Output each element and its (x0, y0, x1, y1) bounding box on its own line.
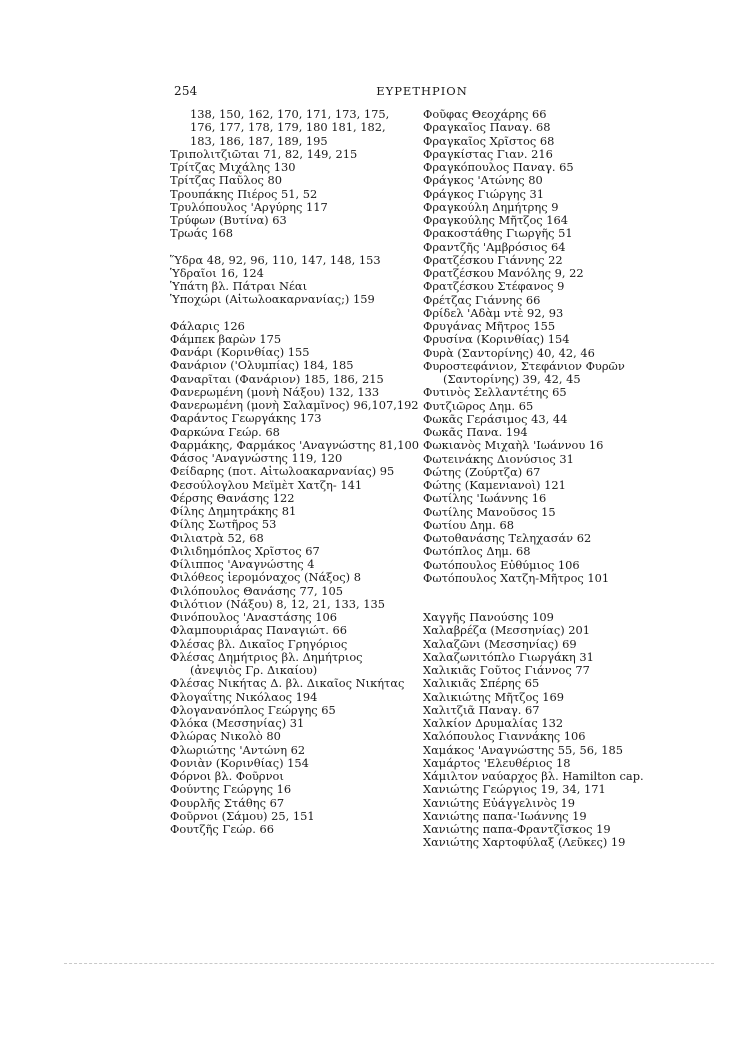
index-entry: Ὑποχώρι (Αἰτωλοακαρνανίας;) 159 (170, 292, 375, 307)
index-entry: Φείδαρης (ποτ. Αἰτωλοακαρνανίας) 95 (170, 464, 395, 479)
index-entry: Φραγκαῖος Παναγ. 68 (423, 120, 551, 135)
index-entry: Φωτεινάκης Διονύσιος 31 (423, 451, 574, 466)
index-entry: Φωτόπουλος Χατζη-Μῆτρος 101 (423, 570, 610, 585)
index-entry: Τρωάς 168 (170, 226, 234, 241)
index-entry: Φωκιανὸς Μιχαὴλ 'Ιωάννου 16 (423, 438, 604, 453)
index-entry: Φάλαρις 126 (170, 318, 245, 333)
index-entry: Φρατζέσκου Στέφανος 9 (423, 279, 565, 294)
index-entry: Φρυγάνας Μῆτρος 155 (423, 319, 556, 333)
index-entry: Χαλκίον Δρυμαλίας 132 (423, 716, 564, 730)
index-entry: Τρύφων (Βυτίνα) 63 (170, 213, 287, 227)
index-entry: Φίλιππος 'Αναγνώστης 4 (170, 557, 315, 571)
index-entry: Χάμιλτον ναύαρχος βλ. Hamilton cap. (423, 769, 644, 783)
index-entry: Τρυλόπουλος 'Αργύρης 117 (170, 199, 328, 214)
index-entry: Φέρσης Θανάσης 122 (170, 490, 295, 505)
index-entry: Φρέτζας Γιάννης 66 (423, 292, 541, 307)
index-entry: Φάμπεκ βαρὼν 175 (170, 331, 282, 346)
index-entry: Φιλότιον (Νάξου) 8, 12, 21, 133, 135 (170, 596, 385, 611)
index-entry: Φαράντος Γεωργάκης 173 (170, 411, 322, 426)
index-entry: Φιλιδημόπλος Χρῖστος 67 (170, 543, 320, 558)
index-entry: Φλώρας Νικολὸ 80 (170, 729, 281, 744)
index-entry: Χανιώτης Χαρτοφύλαξ (Λεῦκες) 19 (423, 835, 626, 850)
index-entry: Φαρκώνα Γεώρ. 68 (170, 424, 280, 439)
index-entry: Φαρμάκης, Φαρμάκος 'Αναγνώστης 81,100 (170, 437, 419, 452)
index-entry: Φούντης Γεώργης 16 (170, 782, 292, 797)
index-entry: Χαλαβρέζα (Μεσσηνίας) 201 (423, 623, 591, 638)
index-entry: Φραγκούλη Δημήτρης 9 (423, 199, 559, 214)
index-entry: Φωτόπλος Δημ. 68 (423, 544, 531, 559)
index-entry: 183, 186, 187, 189, 195 (190, 133, 328, 148)
index-column-left (170, 107, 419, 836)
index-entry: Φώτης (Καμενιανοὶ) 121 (423, 478, 566, 492)
index-entry: Φουτζῆς Γεώρ. 66 (170, 822, 274, 836)
index-entry: Φανάρι (Κορινθίας) 155 (170, 345, 310, 359)
index-entry: Φλογαΐτης Νικόλαος 194 (170, 689, 318, 704)
index-entry: Χαγγῆς Πανούσης 109 (423, 610, 554, 624)
index-entry: Χαλαζωνιτόπλο Γιωργάκη 31 (423, 649, 594, 664)
index-entry: Χαλιτζιᾶ Παναγ. 67 (423, 702, 540, 717)
index-entry: Φωτοθανάσης Τεληχασάν 62 (423, 531, 592, 545)
index-entry: Φανερωμένη (μονὴ Σαλαμῖνος) 96,107,192 (170, 398, 419, 412)
index-entry: Φλωριώτης 'Αντώνη 62 (170, 742, 306, 757)
index-column-right (423, 108, 653, 850)
running-head: ΕΥΡΕΤΗΡΙΟΝ (376, 84, 468, 98)
index-entry: Φωτίλης 'Ιωάννης 16 (423, 491, 547, 506)
index-entry: Φρατζέσκου Γιάννης 22 (423, 252, 563, 267)
index-entry: Φοῦφας Θεοχάρης 66 (423, 107, 547, 121)
index-entry: Φραντζῆς 'Αμβρόσιος 64 (423, 239, 566, 254)
index-entry: Χαλικιώτης Μῆτζος 169 (423, 689, 565, 704)
index-entry: Φιλόπουλος Θανάσης 77, 105 (170, 583, 343, 598)
section-gap (423, 585, 653, 598)
index-entry: Φυροστεφάνιον, Στεφάνιον Φυρῶν (Σαντορίνης) 39, 42, 45 (423, 358, 625, 386)
index-entry: 176, 177, 178, 179, 180 181, 182, (190, 120, 386, 135)
index-entry: Φανάριον ('Ολυμπίας) 184, 185 (170, 358, 354, 373)
section-gap (170, 241, 402, 254)
index-entry: Φίλης Δημητράκης 81 (170, 504, 297, 518)
index-entry: Φωκᾶς Πανα. 194 (423, 425, 528, 439)
index-entry: Φραγκόπουλος Παναγ. 65 (423, 160, 574, 174)
index-entry: Φωτίλης Μανοῦσος 15 (423, 504, 556, 519)
index-entry: Τρίτζας Μιχάλης 130 (170, 160, 296, 174)
index-entry: Φρυσίνα (Κορινθίας) 154 (423, 332, 570, 347)
index-entry: Φρακοστάθης Γιωργῆς 51 (423, 226, 573, 241)
index-entry: Ὕδρα 48, 92, 96, 110, 147, 148, 153 (170, 252, 381, 267)
index-entry: Φεσούλογλου Μεϊμὲτ Χατζη- 141 (170, 477, 363, 492)
index-entry: Φράγκος 'Ατώνης 80 (423, 173, 543, 188)
index-entry: Χαλαζῶνι (Μεσσηνίας) 69 (423, 636, 577, 651)
index-entry: Φίλης Σωτῆρος 53 (170, 517, 277, 532)
index-entry: Φλαμπουριάρας Παναγιώτ. 66 (170, 623, 348, 638)
index-entry: Χανιώτης Εὐάγγελινὸς 19 (423, 795, 576, 810)
index-entry: Τριπολιτζιῶται 71, 82, 149, 215 (170, 146, 358, 161)
index-entry: Χαλικιᾶς Σπέρης 65 (423, 676, 540, 691)
index-entry: Φράγκος Γιώργης 31 (423, 186, 544, 201)
page-number: 254 (174, 84, 198, 98)
index-entry: Χαμάκος 'Αναγνώστης 55, 56, 185 (423, 742, 623, 757)
index-entry: Ὑδραῖοι 16, 124 (170, 265, 264, 280)
index-entry: Χαλόπουλος Γιαννάκης 106 (423, 729, 586, 744)
index-entry: Φοῦρνοι (Σάμου) 25, 151 (170, 808, 315, 823)
index-entry: Φάσος 'Αναγνώστης 119, 120 (170, 451, 343, 465)
index-entry: Φρίδελ 'Αδὰμ ντὲ 92, 93 (423, 305, 564, 320)
index-entry: Φωτόπουλος Εὐθύμιος 106 (423, 557, 580, 572)
index-entry: Φόρνοι βλ. Φοῦρνοι (170, 769, 284, 783)
index-entry: Τρίτζας Παῦλος 80 (170, 173, 283, 188)
index-entry: Φραγκαῖος Χρῖστος 68 (423, 133, 555, 148)
index-entry: Φλογανανόπλος Γεώργης 65 (170, 702, 336, 717)
index-entry: Φώτης (Ζούρτζα) 67 (423, 464, 541, 479)
index-entry: Φιλόθεος ἱερομόναχος (Νάξος) 8 (170, 570, 361, 585)
index-entry: Φονιὰν (Κορινθίας) 154 (170, 755, 309, 770)
index-entry: Φαναρῖται (Φανάριον) 185, 186, 215 (170, 371, 384, 386)
index-entry: Φραγκίστας Γιαν. 216 (423, 146, 553, 161)
index-entry: Φραγκούλης Μῆτζος 164 (423, 213, 569, 227)
index-entry: Φιλιατρὰ 52, 68 (170, 530, 264, 545)
index-entry: Χαμάρτος 'Ελευθέριος 18 (423, 755, 571, 770)
index-entry: Φλέσας βλ. Δικαῖος Γρηγόριος (170, 636, 348, 651)
index-entry: Φυτζιῶρος Δημ. 65 (423, 398, 534, 413)
index-entry: Φλέσας Δημήτριος βλ. Δημήτριος (ἀνεψιὸς Γρ. Δικαίου) (170, 649, 363, 677)
index-entry: 138, 150, 162, 170, 171, 173, 175, (190, 107, 390, 121)
index-entry: Χανιώτης Γεώργιος 19, 34, 171 (423, 782, 606, 797)
index-entry: Φλόκα (Μεσσηνίας) 31 (170, 716, 305, 730)
index-entry: Φυτινὸς Σελλαντέτης 65 (423, 385, 567, 400)
index-entry: Φανερωμένη (μονὴ Νάξου) 132, 133 (170, 384, 380, 399)
section-gap (170, 307, 402, 320)
index-entry: Φυρὰ (Σαντορίνης) 40, 42, 46 (423, 345, 595, 360)
index-entry: Φρατζέσκου Μανόλης 9, 22 (423, 266, 584, 280)
index-entry: Ὑπάτη βλ. Πάτραι Νέαι (170, 279, 308, 293)
index-entry: Χανιώτης παπα-'Ιωάννης 19 (423, 808, 587, 823)
index-entry: Φινόπουλος 'Αναστάσης 106 (170, 610, 338, 624)
index-entry: Φουρλῆς Στάθης 67 (170, 795, 285, 810)
index-entry: Φωτίου Δημ. 68 (423, 517, 514, 532)
index-entry: Φωκᾶς Γεράσιμος 43, 44 (423, 411, 568, 426)
index-entry: Φλέσας Νικήτας Δ. βλ. Δικαῖος Νικήτας (170, 676, 405, 691)
index-entry: Χαλικιᾶς Γοῦτος Γιάννος 77 (423, 663, 590, 677)
footer-rule (64, 963, 714, 965)
index-entry: Χανιώτης παπα-Φραντζῖσκος 19 (423, 822, 611, 836)
index-entry: Τρουπάκης Πιέρος 51, 52 (170, 186, 318, 201)
